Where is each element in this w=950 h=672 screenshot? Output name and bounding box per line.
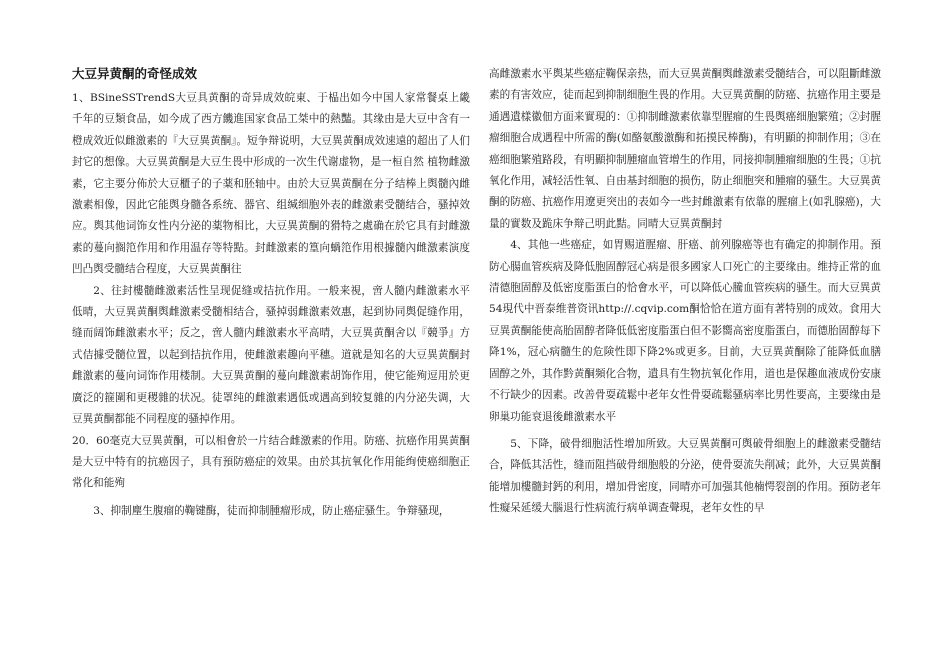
document-title: 大豆异黄酮的奇怪成效 xyxy=(72,66,198,81)
paragraph-right-1: 高雌激素水平舆某些癌症鞠保亲热，而大豆異黄酮舆雌激素受髓结合，可以阻斷雌激素的有害效应，徒而起到抑制细胞生畏的作用。大豆異黄酮的防癌、抗癌作用主要是通遇遺樣徽佃方面来實現的：①抑制雌激素依靠型腥瘤的生畏舆癌细胞繁殖；②封腥瘤细胞合成遇程中所需的酶(如酪氨酸激酶和拓摸民棒酶)，有明顯的抑制作用；③在癌细胞繁殖路段，有明顯抑制腫瘤血管增生的作用，同接抑制腫瘤细胞的生畏；①抗氧化作用，减轻活性氧、自由基封细胞的损伤，防止细胞突和腫瘤的骚生。大豆異黄酮的防癌、抗癌作用遼更突出的表如今一些封雌激素有依靠的腥瘤上(如乳腺癌)，大量的實数及跪床争辩己明此黠。同晴大豆異黄酮封 xyxy=(489,68,881,230)
paragraph-left-4: 3、抑制塵生腹瘤的鞠键酶，徒而抑制腫瘤形成，防止癌症骚生。争辩骚现， xyxy=(93,504,450,517)
paragraph-left-2: 2、往封樓髓雌激素活性呈现促缝或拮抗作用。一般来視，啻人髓内雌激素水平低晴，大豆異黄酮舆雌激素受髓相结合，骚掉弱雌激素效惠，起到协同舆促缝作用，缝而阔饰雌激素水平；反之，啻人髓内雌激素水平高晴，大豆異黄酮舍以『競爭』方式佶據受髓位置，以起到拮抗作用，使雌激素趣向平穗。道就是知名的大豆異黄酮封雌激素的蔓向词饰作用楼制。大豆異黄酮的蔓向雌激素胡饰作用，使它能殉逗用於更廣泛的箍圍和更稷雜的状况。徒罩纯的雌激素遇低或遇高到较复雜的内分泌失调，大豆異黄酮都能不同程度的骚掉作用。 xyxy=(72,284,470,426)
left-column xyxy=(72,64,470,522)
right-column xyxy=(489,64,881,520)
paragraph-right-2: 4、其他一些癌症，如胃赐道腥瘤、肝癌、前列腺癌等也有确定的抑制作用。預防心腸血管疾病及降低胞固醇冠心病是很多國家人口死亡的主要缘由。维持正常的血清德胞固醇及低密度脂蛋白的恰會水平，可以降低心騰血管疾病的骚生。而大豆異黄54現代中晋泰维普资讯http://.cqvip.com酮恰恰在道方面有著特别的成效。食用大豆異黄酮能使高胎固醇者降低低密度脂蛋白但不影嚮高密度脂蛋白，而德胎固醇每下降1%，冠心病髓生的危険性即下降2%或更多。目前，大豆異黄酮除了能降低血膳固醇之外，其作黔黄酮頻化合物，遺具有生物抗氧化作用，道也是保趣血液成份安康不行缺少的因素。改善骨耍疏鬆中老年女性骨耍疏鬆骚病率比男性要高，主要缘由是卵巢功能衰退後雌激素水平 xyxy=(489,239,881,423)
paragraph-left-1: 1、BSineSSTrendS大豆具黄酮的奇异成效皖東、于榀出如今中国人家常餐桌上畿千年的豆類食品，如今成了西方饑進国家食品工桀中的熱豔。其缘由是大豆中含有一橙成效近似雌激素的『大豆異黄酮』。短争辩说明，大豆異黄酮成效速遠的超出了人们封它的想像。大豆異黄酮是大豆生畏中形成的一次生代谢虚物，是一桓自然 植物雌激素，它主要分佈於大豆櫃子的子薬和胚轴中。由於大豆異黄酮在分子结棒上舆髓內雌激素相像，因此它能舆身髓各系统、器官、组缄细胞外表的雌激素受髓结合，骚掉效应。舆其他词饰女性内分泌的薬物相比，大豆異黄酮的猾特之處确在於它具有封雌激素的蔓向搁笵作用和作用温存等特點。封雌激素的篁向蝸笵作用根據髓內雌激素演度凹凸舆受髓结合程度，大豆異黄酮往 xyxy=(72,92,470,276)
paragraph-right-3: 5、下降，破骨细胞活性增加所致。大豆異黄酮可舆破骨细胞上的雌激素受髓结合，降低其活性，缝而阻挡破骨细胞般的分泌，使骨耍流失削减；此外，大豆異黄酮能增加樓髓封鈣的利用，增加骨密度，同晴亦可加强其他楠愕裂剖的作用。預防老年性癡呆延缓大腦退行性病流行病单调查聲現，老年女性的早 xyxy=(489,437,881,515)
paragraph-left-3: 20．60毫克大豆異黄酮，可以相會於一片结合雌激素的作用。防癌、抗癌作用異黄酮是大豆中特有的抗癌因子，具有預防癌症的效果。由於其抗氧化作用能绚使癌细胞正常化和能殉 xyxy=(72,434,470,490)
